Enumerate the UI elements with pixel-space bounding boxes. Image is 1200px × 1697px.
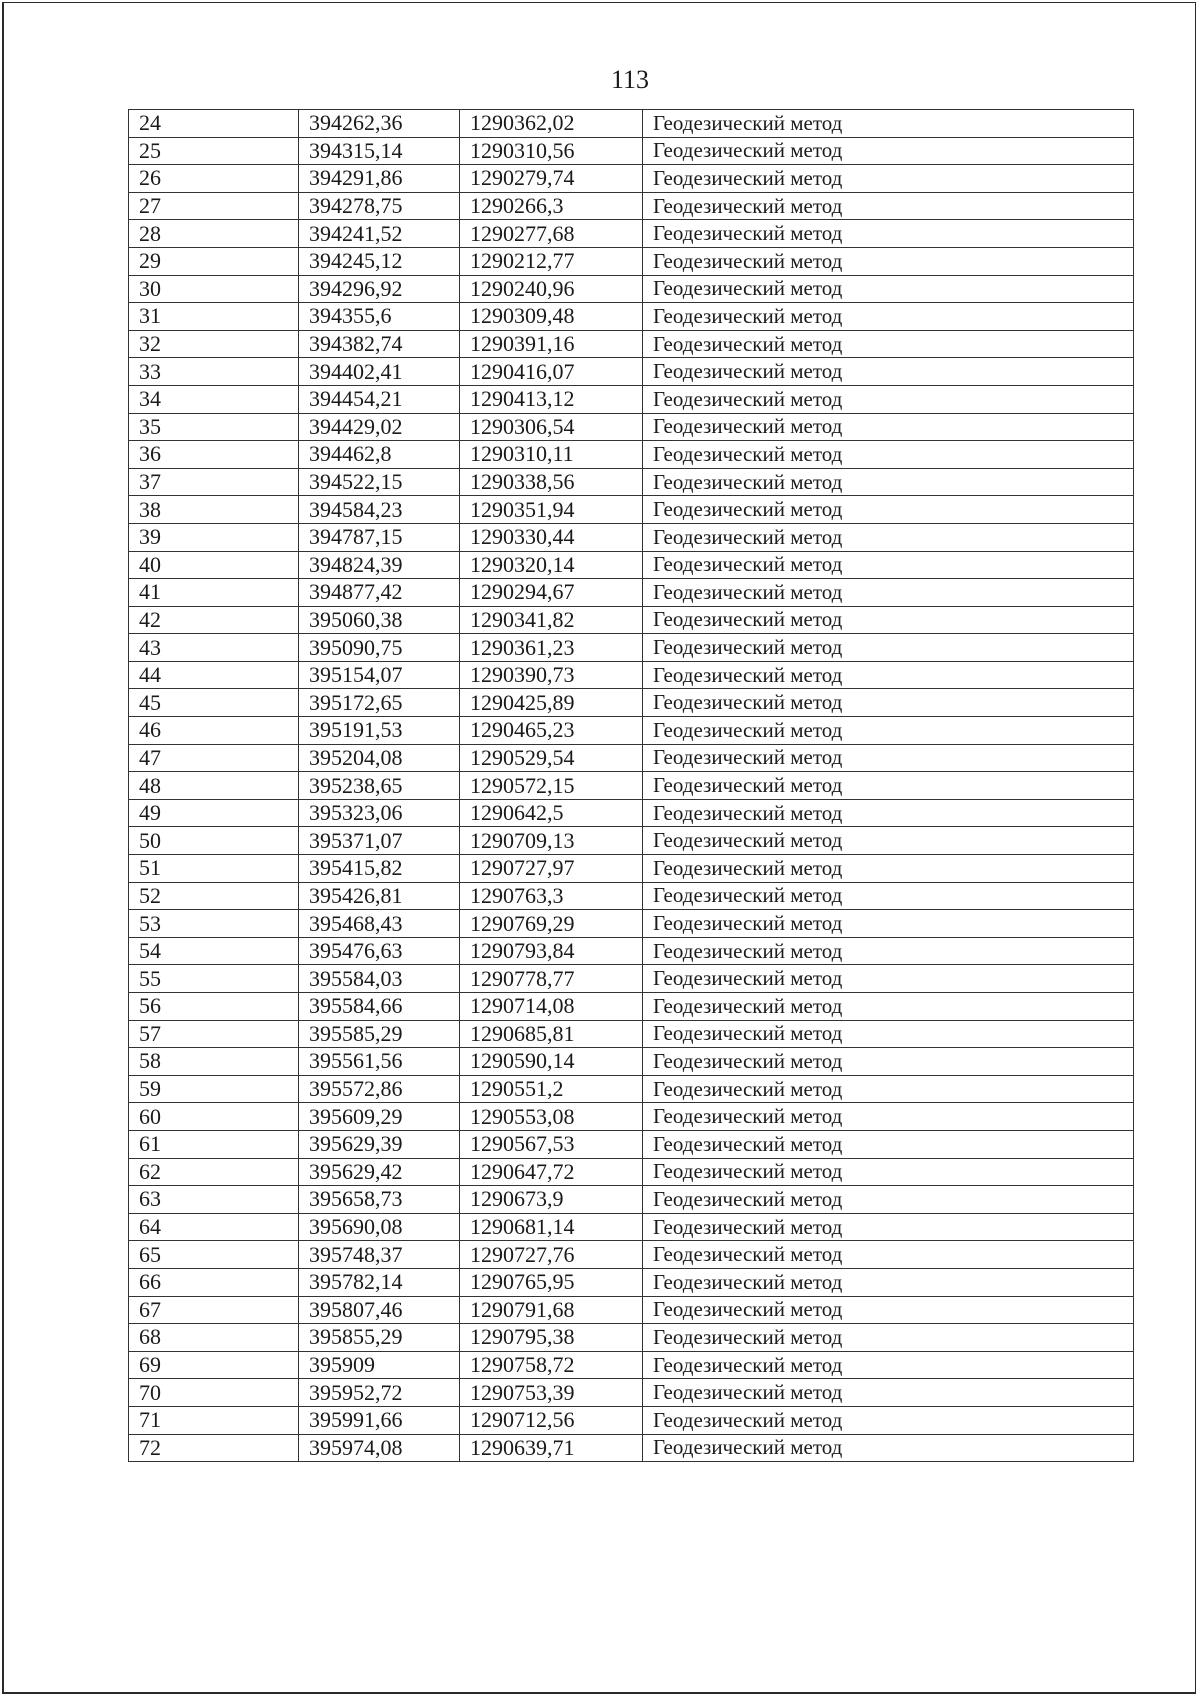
method-cell: Геодезический метод	[643, 579, 1134, 607]
y-coordinate-cell: 1290362,02	[460, 110, 643, 138]
x-coordinate-cell: 394877,42	[299, 579, 460, 607]
point-number-cell: 58	[129, 1048, 299, 1076]
method-cell: Геодезический метод	[643, 1324, 1134, 1352]
table-row	[129, 1406, 1134, 1434]
method-cell: Геодезический метод	[643, 137, 1134, 165]
table-row	[129, 358, 1134, 386]
table-row	[129, 1268, 1134, 1296]
method-cell: Геодезический метод	[643, 468, 1134, 496]
method-cell: Геодезический метод	[643, 1158, 1134, 1186]
table-row	[129, 937, 1134, 965]
method-cell: Геодезический метод	[643, 1406, 1134, 1434]
table-row	[129, 634, 1134, 662]
x-coordinate-cell: 395415,82	[299, 855, 460, 883]
point-number-cell: 51	[129, 855, 299, 883]
point-number-cell: 46	[129, 717, 299, 745]
y-coordinate-cell: 1290240,96	[460, 275, 643, 303]
y-coordinate-cell: 1290712,56	[460, 1406, 643, 1434]
method-cell: Геодезический метод	[643, 606, 1134, 634]
method-cell: Геодезический метод	[643, 330, 1134, 358]
table-row	[129, 1158, 1134, 1186]
point-number-cell: 56	[129, 993, 299, 1021]
x-coordinate-cell: 395154,07	[299, 661, 460, 689]
x-coordinate-cell: 395561,56	[299, 1048, 460, 1076]
point-number-cell: 68	[129, 1324, 299, 1352]
table-row	[129, 827, 1134, 855]
point-number-cell: 60	[129, 1103, 299, 1131]
y-coordinate-cell: 1290727,76	[460, 1241, 643, 1269]
table-row	[129, 165, 1134, 193]
point-number-cell: 59	[129, 1075, 299, 1103]
y-coordinate-cell: 1290306,54	[460, 413, 643, 441]
table-row	[129, 1213, 1134, 1241]
x-coordinate-cell: 394454,21	[299, 385, 460, 413]
point-number-cell: 55	[129, 965, 299, 993]
table-row	[129, 606, 1134, 634]
point-number-cell: 29	[129, 247, 299, 275]
point-number-cell: 61	[129, 1130, 299, 1158]
method-cell: Геодезический метод	[643, 1075, 1134, 1103]
point-number-cell: 24	[129, 110, 299, 138]
x-coordinate-cell: 394402,41	[299, 358, 460, 386]
x-coordinate-cell: 395572,86	[299, 1075, 460, 1103]
table-row	[129, 1048, 1134, 1076]
x-coordinate-cell: 395191,53	[299, 717, 460, 745]
y-coordinate-cell: 1290709,13	[460, 827, 643, 855]
x-coordinate-cell: 394382,74	[299, 330, 460, 358]
method-cell: Геодезический метод	[643, 165, 1134, 193]
x-coordinate-cell: 394296,92	[299, 275, 460, 303]
page-number: 113	[610, 65, 650, 94]
x-coordinate-cell: 395584,66	[299, 993, 460, 1021]
table-row	[129, 1241, 1134, 1269]
table-row	[129, 441, 1134, 469]
table-row	[129, 1130, 1134, 1158]
x-coordinate-cell: 395782,14	[299, 1268, 460, 1296]
x-coordinate-cell: 395974,08	[299, 1434, 460, 1462]
y-coordinate-cell: 1290778,77	[460, 965, 643, 993]
x-coordinate-cell: 394262,36	[299, 110, 460, 138]
x-coordinate-cell: 395629,39	[299, 1130, 460, 1158]
y-coordinate-cell: 1290758,72	[460, 1351, 643, 1379]
point-number-cell: 69	[129, 1351, 299, 1379]
table-row	[129, 1075, 1134, 1103]
y-coordinate-cell: 1290551,2	[460, 1075, 643, 1103]
table-row	[129, 275, 1134, 303]
y-coordinate-cell: 1290763,3	[460, 882, 643, 910]
x-coordinate-cell: 395426,81	[299, 882, 460, 910]
point-number-cell: 53	[129, 910, 299, 938]
y-coordinate-cell: 1290390,73	[460, 661, 643, 689]
x-coordinate-cell: 395204,08	[299, 744, 460, 772]
point-number-cell: 44	[129, 661, 299, 689]
point-number-cell: 54	[129, 937, 299, 965]
y-coordinate-cell: 1290553,08	[460, 1103, 643, 1131]
method-cell: Геодезический метод	[643, 1213, 1134, 1241]
table-row	[129, 1296, 1134, 1324]
x-coordinate-cell: 395238,65	[299, 772, 460, 800]
point-number-cell: 66	[129, 1268, 299, 1296]
table-row	[129, 1434, 1134, 1462]
point-number-cell: 34	[129, 385, 299, 413]
method-cell: Геодезический метод	[643, 303, 1134, 331]
point-number-cell: 72	[129, 1434, 299, 1462]
point-number-cell: 70	[129, 1379, 299, 1407]
y-coordinate-cell: 1290330,44	[460, 523, 643, 551]
x-coordinate-cell: 395909	[299, 1351, 460, 1379]
y-coordinate-cell: 1290642,5	[460, 799, 643, 827]
method-cell: Геодезический метод	[643, 247, 1134, 275]
x-coordinate-cell: 394824,39	[299, 551, 460, 579]
y-coordinate-cell: 1290791,68	[460, 1296, 643, 1324]
x-coordinate-cell: 394787,15	[299, 523, 460, 551]
method-cell: Геодезический метод	[643, 1296, 1134, 1324]
y-coordinate-cell: 1290425,89	[460, 689, 643, 717]
point-number-cell: 33	[129, 358, 299, 386]
table-row	[129, 1351, 1134, 1379]
table-row	[129, 855, 1134, 883]
point-number-cell: 67	[129, 1296, 299, 1324]
x-coordinate-cell: 395609,29	[299, 1103, 460, 1131]
point-number-cell: 62	[129, 1158, 299, 1186]
method-cell: Геодезический метод	[643, 937, 1134, 965]
method-cell: Геодезический метод	[643, 358, 1134, 386]
point-number-cell: 41	[129, 579, 299, 607]
table-row	[129, 579, 1134, 607]
x-coordinate-cell: 395748,37	[299, 1241, 460, 1269]
table-row	[129, 1020, 1134, 1048]
method-cell: Геодезический метод	[643, 717, 1134, 745]
table-row	[129, 247, 1134, 275]
x-coordinate-cell: 395952,72	[299, 1379, 460, 1407]
table-row	[129, 993, 1134, 1021]
y-coordinate-cell: 1290310,11	[460, 441, 643, 469]
method-cell: Геодезический метод	[643, 192, 1134, 220]
method-cell: Геодезический метод	[643, 1186, 1134, 1214]
y-coordinate-cell: 1290294,67	[460, 579, 643, 607]
point-number-cell: 26	[129, 165, 299, 193]
point-number-cell: 71	[129, 1406, 299, 1434]
table-row	[129, 661, 1134, 689]
y-coordinate-cell: 1290320,14	[460, 551, 643, 579]
method-cell: Геодезический метод	[643, 551, 1134, 579]
table-row	[129, 1186, 1134, 1214]
x-coordinate-cell: 394241,52	[299, 220, 460, 248]
method-cell: Геодезический метод	[643, 827, 1134, 855]
point-number-cell: 45	[129, 689, 299, 717]
y-coordinate-cell: 1290685,81	[460, 1020, 643, 1048]
method-cell: Геодезический метод	[643, 523, 1134, 551]
x-coordinate-cell: 394278,75	[299, 192, 460, 220]
y-coordinate-cell: 1290309,48	[460, 303, 643, 331]
table-row	[129, 413, 1134, 441]
table-row	[129, 137, 1134, 165]
table-row	[129, 717, 1134, 745]
x-coordinate-cell: 395468,43	[299, 910, 460, 938]
point-number-cell: 25	[129, 137, 299, 165]
y-coordinate-cell: 1290277,68	[460, 220, 643, 248]
point-number-cell: 38	[129, 496, 299, 524]
x-coordinate-cell: 394315,14	[299, 137, 460, 165]
table-row	[129, 772, 1134, 800]
method-cell: Геодезический метод	[643, 993, 1134, 1021]
table-row	[129, 910, 1134, 938]
table-row	[129, 496, 1134, 524]
y-coordinate-cell: 1290266,3	[460, 192, 643, 220]
x-coordinate-cell: 395807,46	[299, 1296, 460, 1324]
table-row	[129, 330, 1134, 358]
table-row	[129, 551, 1134, 579]
table-row	[129, 220, 1134, 248]
table-row	[129, 468, 1134, 496]
x-coordinate-cell: 394291,86	[299, 165, 460, 193]
point-number-cell: 47	[129, 744, 299, 772]
y-coordinate-cell: 1290572,15	[460, 772, 643, 800]
y-coordinate-cell: 1290673,9	[460, 1186, 643, 1214]
method-cell: Геодезический метод	[643, 744, 1134, 772]
method-cell: Геодезический метод	[643, 385, 1134, 413]
x-coordinate-cell: 395476,63	[299, 937, 460, 965]
y-coordinate-cell: 1290279,74	[460, 165, 643, 193]
x-coordinate-cell: 394522,15	[299, 468, 460, 496]
y-coordinate-cell: 1290639,71	[460, 1434, 643, 1462]
y-coordinate-cell: 1290310,56	[460, 137, 643, 165]
x-coordinate-cell: 394584,23	[299, 496, 460, 524]
method-cell: Геодезический метод	[643, 799, 1134, 827]
method-cell: Геодезический метод	[643, 1241, 1134, 1269]
y-coordinate-cell: 1290753,39	[460, 1379, 643, 1407]
method-cell: Геодезический метод	[643, 441, 1134, 469]
method-cell: Геодезический метод	[643, 1020, 1134, 1048]
point-number-cell: 43	[129, 634, 299, 662]
method-cell: Геодезический метод	[643, 772, 1134, 800]
point-number-cell: 40	[129, 551, 299, 579]
x-coordinate-cell: 394429,02	[299, 413, 460, 441]
y-coordinate-cell: 1290351,94	[460, 496, 643, 524]
point-number-cell: 57	[129, 1020, 299, 1048]
point-number-cell: 27	[129, 192, 299, 220]
table-row	[129, 303, 1134, 331]
x-coordinate-cell: 395585,29	[299, 1020, 460, 1048]
point-number-cell: 32	[129, 330, 299, 358]
point-number-cell: 49	[129, 799, 299, 827]
point-number-cell: 36	[129, 441, 299, 469]
method-cell: Геодезический метод	[643, 1268, 1134, 1296]
x-coordinate-cell: 395323,06	[299, 799, 460, 827]
method-cell: Геодезический метод	[643, 1351, 1134, 1379]
x-coordinate-cell: 394462,8	[299, 441, 460, 469]
y-coordinate-cell: 1290341,82	[460, 606, 643, 634]
point-number-cell: 30	[129, 275, 299, 303]
method-cell: Геодезический метод	[643, 661, 1134, 689]
y-coordinate-cell: 1290529,54	[460, 744, 643, 772]
table-row	[129, 799, 1134, 827]
y-coordinate-cell: 1290765,95	[460, 1268, 643, 1296]
table-row	[129, 385, 1134, 413]
y-coordinate-cell: 1290567,53	[460, 1130, 643, 1158]
method-cell: Геодезический метод	[643, 1434, 1134, 1462]
x-coordinate-cell: 394355,6	[299, 303, 460, 331]
x-coordinate-cell: 395690,08	[299, 1213, 460, 1241]
table-row	[129, 1379, 1134, 1407]
table-row	[129, 965, 1134, 993]
x-coordinate-cell: 395658,73	[299, 1186, 460, 1214]
point-number-cell: 42	[129, 606, 299, 634]
y-coordinate-cell: 1290413,12	[460, 385, 643, 413]
table-row	[129, 689, 1134, 717]
y-coordinate-cell: 1290212,77	[460, 247, 643, 275]
method-cell: Геодезический метод	[643, 965, 1134, 993]
point-number-cell: 63	[129, 1186, 299, 1214]
method-cell: Геодезический метод	[643, 1379, 1134, 1407]
method-cell: Геодезический метод	[643, 220, 1134, 248]
table-row	[129, 192, 1134, 220]
method-cell: Геодезический метод	[643, 496, 1134, 524]
y-coordinate-cell: 1290681,14	[460, 1213, 643, 1241]
x-coordinate-cell: 395060,38	[299, 606, 460, 634]
y-coordinate-cell: 1290727,97	[460, 855, 643, 883]
point-number-cell: 48	[129, 772, 299, 800]
x-coordinate-cell: 395855,29	[299, 1324, 460, 1352]
x-coordinate-cell: 395371,07	[299, 827, 460, 855]
y-coordinate-cell: 1290714,08	[460, 993, 643, 1021]
method-cell: Геодезический метод	[643, 855, 1134, 883]
x-coordinate-cell: 395991,66	[299, 1406, 460, 1434]
point-number-cell: 37	[129, 468, 299, 496]
method-cell: Геодезический метод	[643, 1048, 1134, 1076]
point-number-cell: 39	[129, 523, 299, 551]
method-cell: Геодезический метод	[643, 910, 1134, 938]
point-number-cell: 50	[129, 827, 299, 855]
coordinates-table	[128, 109, 1134, 1462]
x-coordinate-cell: 394245,12	[299, 247, 460, 275]
table-row	[129, 882, 1134, 910]
method-cell: Геодезический метод	[643, 110, 1134, 138]
y-coordinate-cell: 1290647,72	[460, 1158, 643, 1186]
x-coordinate-cell: 395090,75	[299, 634, 460, 662]
point-number-cell: 35	[129, 413, 299, 441]
point-number-cell: 65	[129, 1241, 299, 1269]
method-cell: Геодезический метод	[643, 1103, 1134, 1131]
y-coordinate-cell: 1290391,16	[460, 330, 643, 358]
x-coordinate-cell: 395172,65	[299, 689, 460, 717]
x-coordinate-cell: 395629,42	[299, 1158, 460, 1186]
y-coordinate-cell: 1290416,07	[460, 358, 643, 386]
y-coordinate-cell: 1290465,23	[460, 717, 643, 745]
point-number-cell: 64	[129, 1213, 299, 1241]
table-row	[129, 744, 1134, 772]
y-coordinate-cell: 1290793,84	[460, 937, 643, 965]
table-row	[129, 110, 1134, 138]
table-row	[129, 523, 1134, 551]
table-row	[129, 1324, 1134, 1352]
method-cell: Геодезический метод	[643, 689, 1134, 717]
point-number-cell: 31	[129, 303, 299, 331]
x-coordinate-cell: 395584,03	[299, 965, 460, 993]
table-row	[129, 1103, 1134, 1131]
coordinates-table-body	[129, 110, 1134, 1462]
point-number-cell: 52	[129, 882, 299, 910]
method-cell: Геодезический метод	[643, 882, 1134, 910]
point-number-cell: 28	[129, 220, 299, 248]
y-coordinate-cell: 1290769,29	[460, 910, 643, 938]
method-cell: Геодезический метод	[643, 275, 1134, 303]
y-coordinate-cell: 1290338,56	[460, 468, 643, 496]
method-cell: Геодезический метод	[643, 634, 1134, 662]
y-coordinate-cell: 1290361,23	[460, 634, 643, 662]
y-coordinate-cell: 1290795,38	[460, 1324, 643, 1352]
method-cell: Геодезический метод	[643, 1130, 1134, 1158]
method-cell: Геодезический метод	[643, 413, 1134, 441]
y-coordinate-cell: 1290590,14	[460, 1048, 643, 1076]
